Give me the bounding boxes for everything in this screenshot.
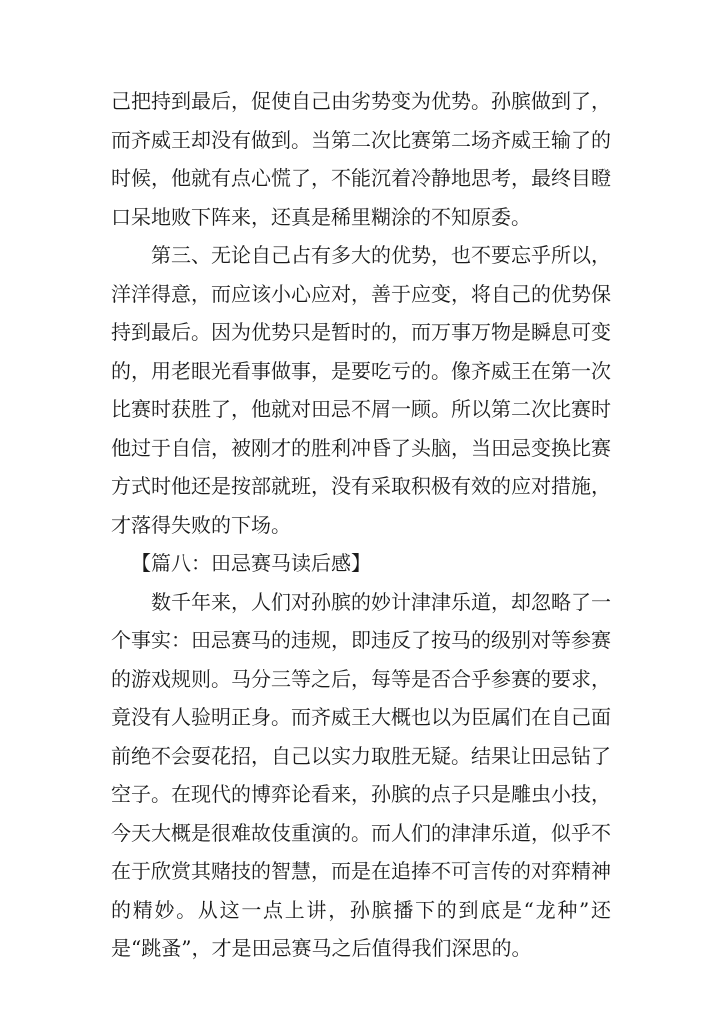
document-body — [111, 82, 611, 968]
paragraph-third-point: 第三、无论自己占有多大的优势，也不要忘乎所以，洋洋得意，而应该小心应对，善于应变，将自己的优势保持到最后。因为优势只是暂时的，而万事万物是瞬息可变的，用老眼光看事做事，是要吃亏的。像齐威王在第一次比赛时获胜了，他就对田忌不屑一顾。所以第二次比赛时他过于自信，被刚才的胜利冲昏了头脑，当田忌变换比赛方式时他还是按部就班，没有采取积极有效的应对措施，才落得失败的下场。 — [111, 243, 611, 537]
section-heading: 【篇八：田忌赛马读后感】 — [131, 551, 371, 575]
paragraph-continuation: 己把持到最后，促使自己由劣势变为优势。孙膑做到了，而齐威王却没有做到。当第二次比赛第二场齐威王输了的时候，他就有点心慌了，不能沉着冷静地思考，最终目瞪口呆地败下阵来，还真是稀里糊涂的不知原委。 — [111, 89, 611, 229]
paragraph-section-eight: 数千年来，人们对孙膑的妙计津津乐道，却忽略了一个事实：田忌赛马的违规，即违反了按马的级别对等参赛的游戏规则。马分三等之后，每等是否合乎参赛的要求，竟没有人验明正身。而齐威王大概也以为臣属们在自己面前绝不会耍花招，自己以实力取胜无疑。结果让田忌钻了空子。在现代的博弈论看来，孙膑的点子只是雕虫小技，今天大概是很难故伎重演的。而人们的津津乐道，似乎不在于欣赏其赌技的智慧，而是在追捧不可言传的对弈精神的精妙。从这一点上讲，孙膑播下的到底是“龙种”还是“跳蚤”，才是田忌赛马之后值得我们深思的。 — [111, 589, 611, 960]
